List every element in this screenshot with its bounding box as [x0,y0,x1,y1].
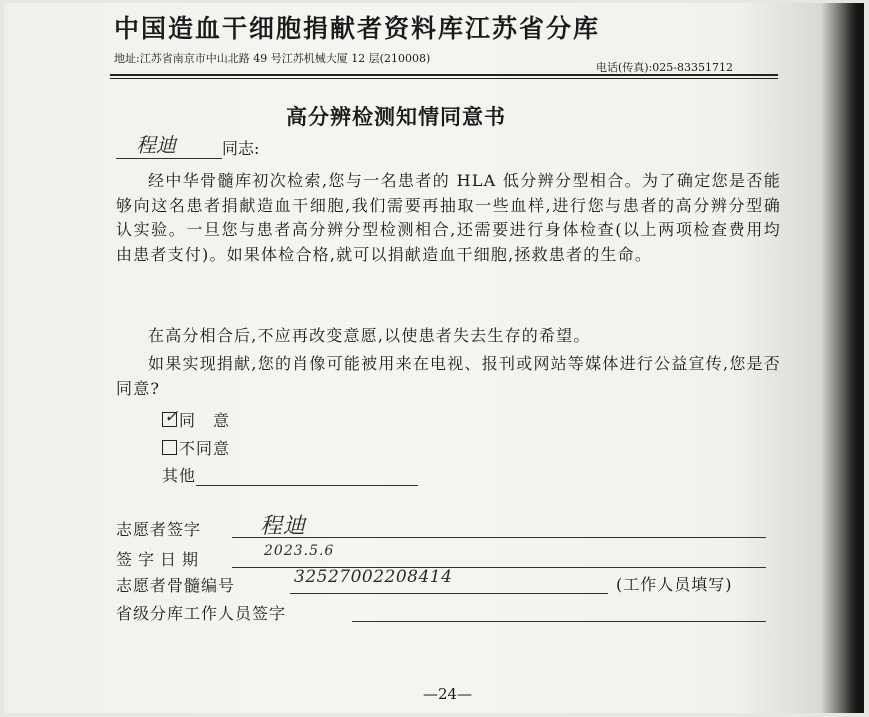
option-other[interactable] [162,463,418,486]
header-rule-thin [110,78,778,79]
sign-date-row [116,543,335,570]
page-edge-shadow [846,3,864,713]
page-number: —24— [423,685,473,703]
other-input-line[interactable] [196,468,418,486]
marrow-id-row [116,567,453,596]
disagree-label: 不同意 [179,439,231,458]
header-rule-thick [110,74,778,76]
salutation-suffix: 同志: [222,139,260,158]
agree-label: 同 意 [179,411,231,430]
other-label: 其他 [162,466,197,485]
staff-sign-line[interactable] [352,601,766,622]
org-name: 中国造血干细胞捐献者资料库江苏省分库 [114,14,601,43]
salutation-name-handwritten: 程迪 [136,133,176,157]
consent-paragraph-2: 在高分相合后,不应再改变意愿,以使患者失去生存的希望。 [148,326,591,345]
document-title: 高分辨检测知情同意书 [286,104,506,129]
option-disagree[interactable] [162,436,230,459]
sign-date-label: 签字日期 [116,550,205,569]
check-mark-icon: ✓ [164,407,180,427]
staff-signature-row [116,601,286,624]
consent-paragraph-3: 如果实现捐献,您的肖像可能被用来在电视、报刊或网站等媒体进行公益宣传,您是否同意? [116,354,781,398]
consent-paragraph-1: 经中华骨髓库初次检索,您与一名患者的 HLA 低分辨分型相合。为了确定您是否能够向这名患者捐献造血干细胞,我们需要再抽取一些血样,进行您与患者的高分辨分型确认实验。一旦您与患者高分辨分型检测相合,还需要进行身体检查(以上两项检查费用均由患者支付)。如果体检合格,就可以捐献造血干细胞,拯救患者的生命。 [116,171,781,264]
staff-sign-label: 省级分库工作人员签字 [116,604,287,623]
agree-checkbox[interactable] [162,407,180,427]
marrow-id-handwritten: 32527002208414 [294,567,453,587]
volunteer-sign-label: 志愿者签字 [116,520,202,539]
salutation-name-line [116,133,222,159]
marrow-id-note: (工作人员填写) [616,575,733,594]
document-page [4,3,864,713]
salutation [116,133,260,159]
sign-date-handwritten: 2023.5.6 [264,543,335,559]
org-address: 地址:江苏省南京市中山北路 49 号江苏机械大厦 12 层(210008) [114,52,431,65]
marrow-id-label: 志愿者骨髓编号 [116,576,236,595]
volunteer-sign-line[interactable] [232,517,766,538]
org-phone: 电话(传真):025-83351712 [596,61,733,74]
volunteer-sign-handwritten: 程迪 [260,514,307,539]
volunteer-signature-row [116,514,307,540]
option-agree[interactable] [162,408,230,431]
disagree-checkbox[interactable] [162,440,177,455]
